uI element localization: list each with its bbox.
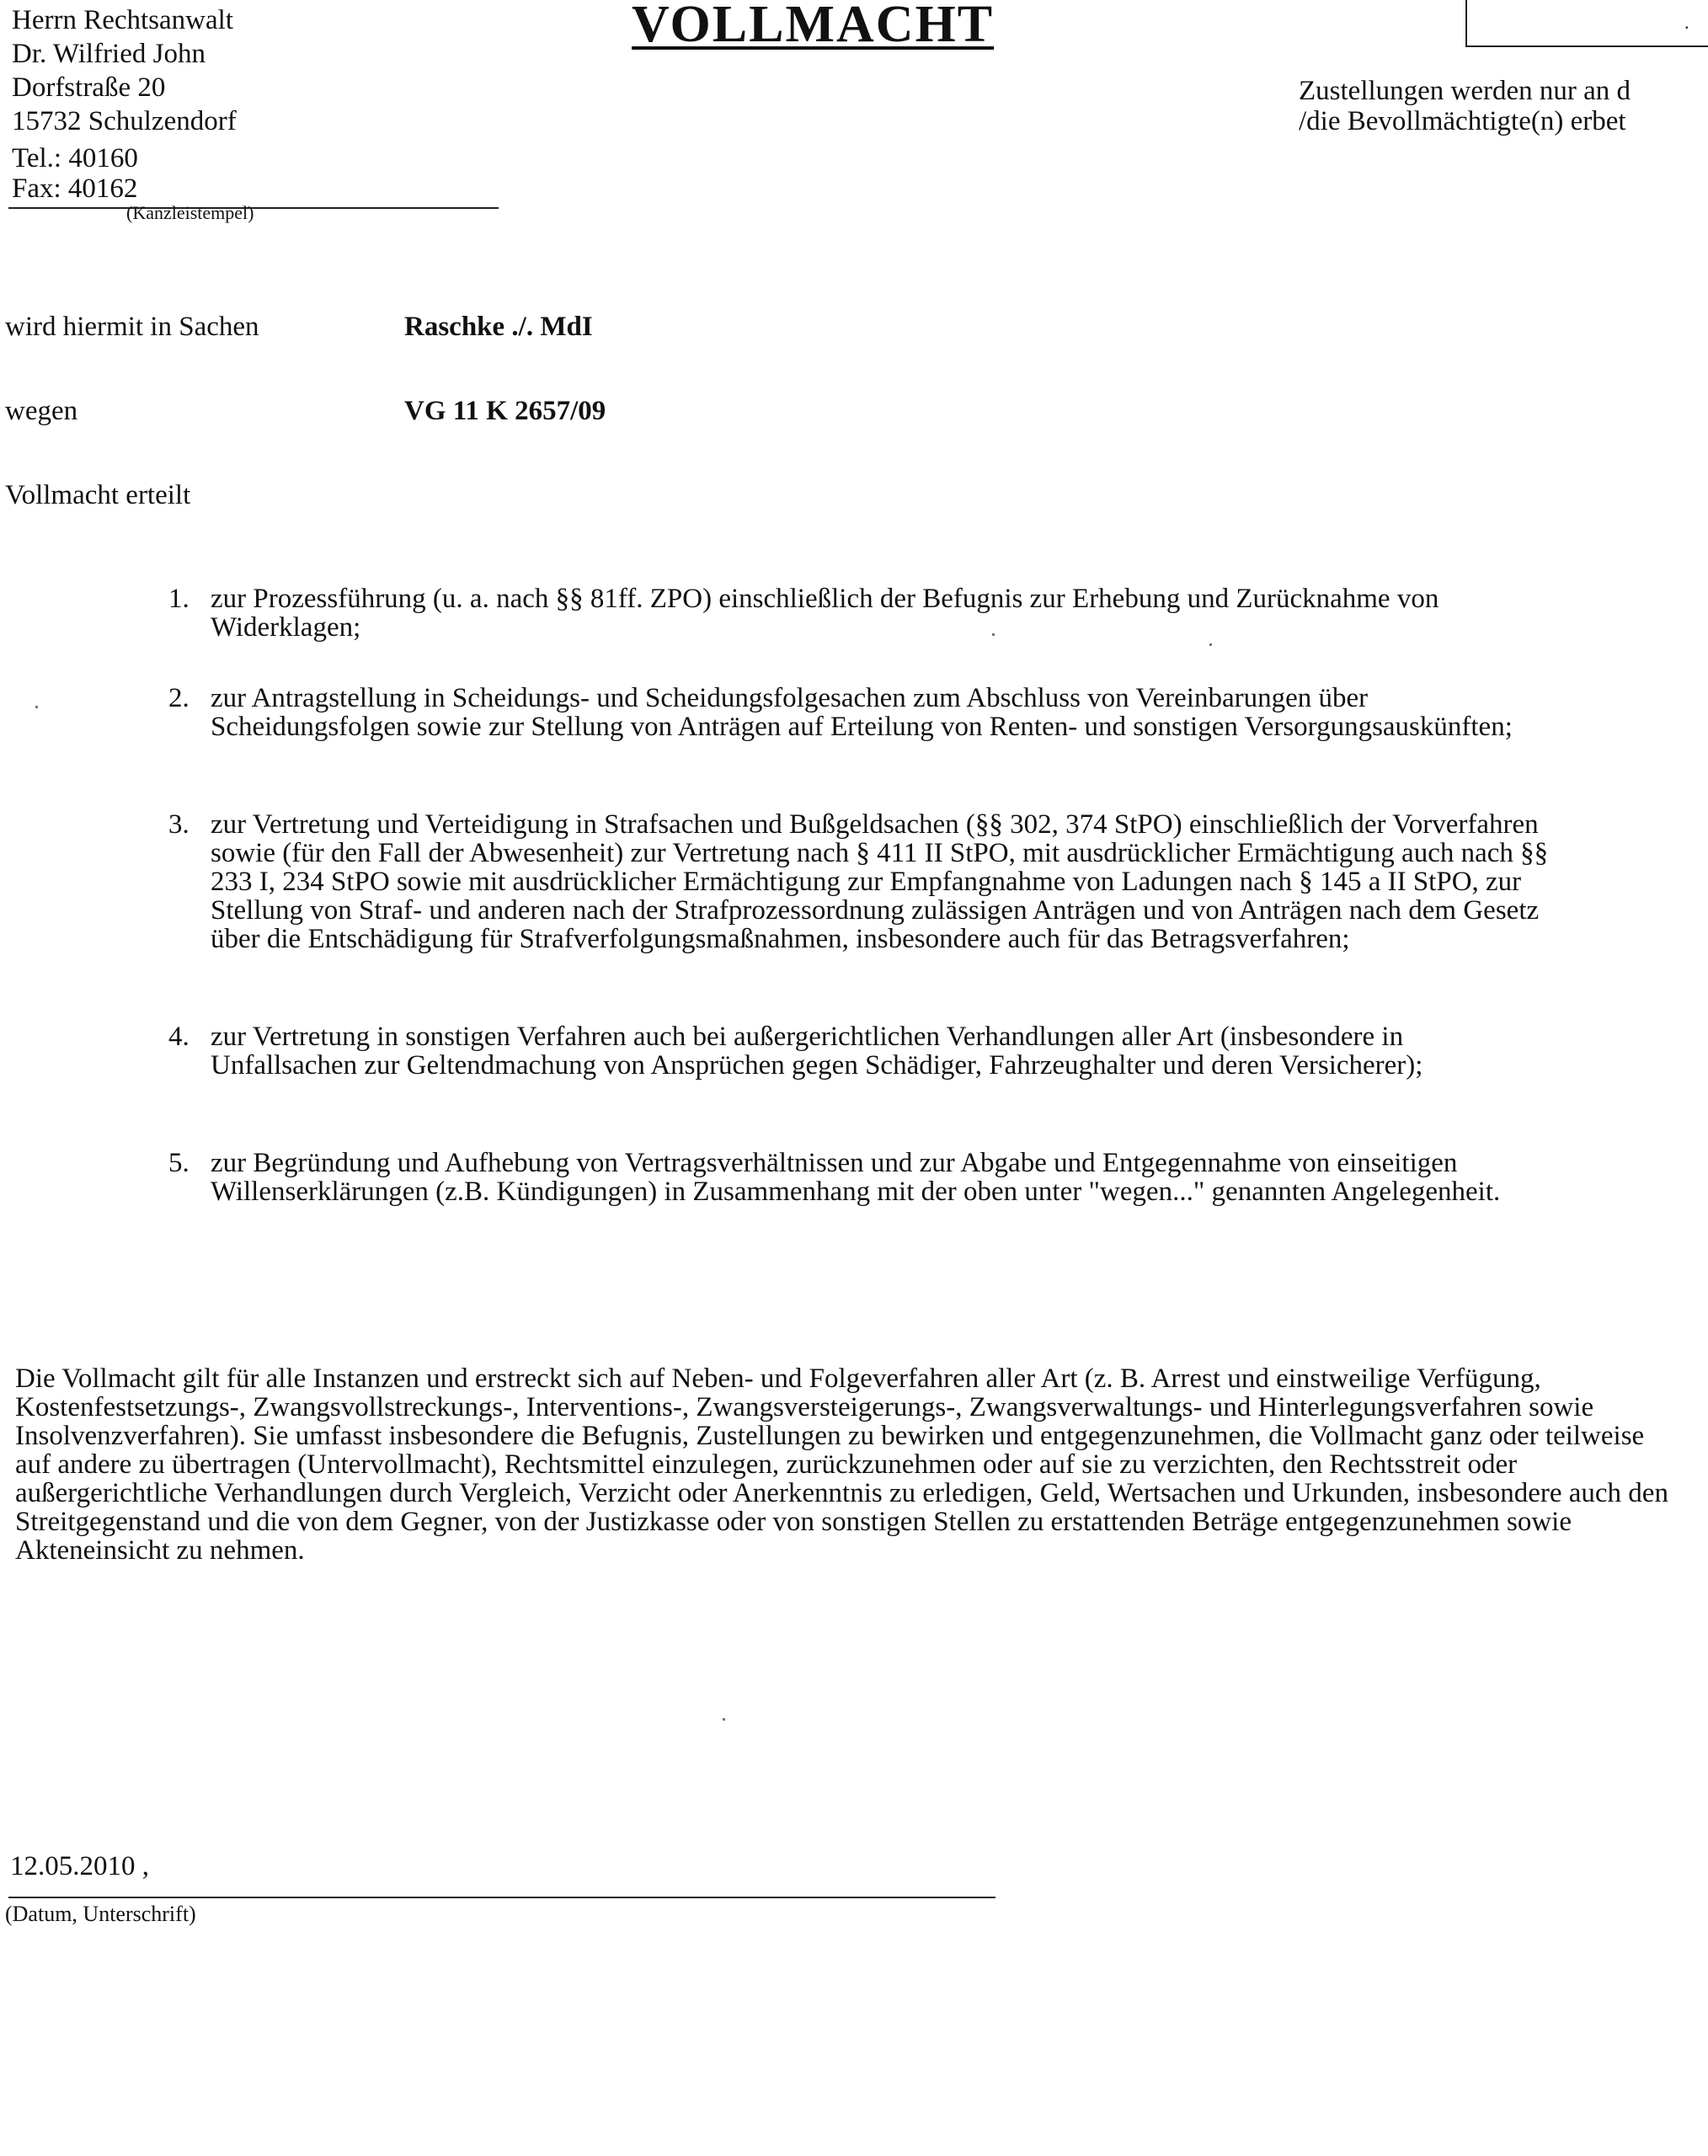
item-text: zur Prozessführung (u. a. nach §§ 81ff. ZPO) einschließlich der Befugnis zur Erhebung und Zurücknahme von Widerklagen; bbox=[211, 584, 1439, 643]
letterhead-line: Fax: 40162 bbox=[12, 173, 138, 204]
stamp-label: (Kanzleistempel) bbox=[126, 202, 254, 223]
item-number: 5. bbox=[168, 1148, 189, 1178]
letterhead-line: Dorfstraße 20 bbox=[12, 72, 166, 103]
wegen-value: VG 11 K 2657/09 bbox=[404, 396, 606, 426]
list-item bbox=[168, 1149, 1550, 1206]
letterhead bbox=[12, 3, 237, 204]
item-text: zur Begründung und Aufhebung von Vertragsverhältnissen und zur Abgabe und Entgegennahme von einseitigen Willenserklärungen (z.B. Kündigungen) in Zusammenhang mit der oben unter "wegen..." genannten Angelegenheit. bbox=[211, 1148, 1501, 1207]
item-text: zur Vertretung in sonstigen Verfahren auch bei außergerichtlichen Verhandlungen aller Art (insbesondere in Unfallsachen zur Geltendmachung von Ansprüchen gegen Schädiger, Fahrzeughalter und deren Versicherer); bbox=[211, 1022, 1423, 1081]
reference-box-mark: . bbox=[1684, 12, 1689, 33]
item-text: zur Antragstellung in Scheidungs- und Scheidungsfolgesachen zum Abschluss von Vereinbarungen über Scheidungsfolgen sowie zur Stellung von Anträgen auf Erteilung von Renten- und sonstigen Versorgungsauskünften; bbox=[211, 683, 1513, 742]
signature-label: (Datum, Unterschrift) bbox=[5, 1902, 196, 1926]
scan-speck bbox=[992, 633, 995, 636]
powers-list bbox=[168, 584, 1550, 1248]
item-number: 4. bbox=[168, 1022, 189, 1052]
sachen-label: wird hiermit in Sachen bbox=[5, 312, 259, 342]
general-scope-paragraph: Die Vollmacht gilt für alle Instanzen und erstreckt sich auf Neben- und Folgeverfahren aller Art (z. B. Arrest und einstweilige Verfügung, Kostenfestsetzungs-, Zwangsvollstreckungs-, Interventions-, Zwangsversteigerungs-, Zwangsverwaltungs- und Hinterlegungsverfahren sowie Insolvenzverfahren). Sie umfasst insbesondere die Befugnis, Zustellungen zu bewirken und entgegenzunehmen, die Vollmacht ganz oder teilweise auf andere zu übertragen (Untervollmacht), Rechtsmittel einzulegen, zurückzunehmen oder auf sie zu verzichten, den Rechtsstreit oder außergerichtliche Verhandlungen durch Vergleich, Verzicht oder Anerkenntnis zu erledigen, Geld, Wertsachen und Urkunden, insbesondere auch den Streitgegenstand und die von dem Gegner, von der Justizkasse oder von sonstigen Stellen zu erstattenden Beträge entgegenzunehmen sowie Akteneinsicht zu nehmen. bbox=[15, 1364, 1668, 1566]
letterhead-line: Herrn Rechtsanwalt bbox=[12, 5, 233, 35]
sachen-value: Raschke ./. MdI bbox=[404, 312, 593, 342]
delivery-notice bbox=[1299, 76, 1631, 136]
letterhead-line: Tel.: 40160 bbox=[12, 143, 138, 173]
scan-speck bbox=[723, 1718, 725, 1721]
delivery-notice-line: /die Bevollmächtigte(n) erbet bbox=[1299, 106, 1626, 136]
delivery-notice-line: Zustellungen werden nur an d bbox=[1299, 76, 1631, 106]
list-item bbox=[168, 810, 1550, 953]
scan-speck bbox=[1209, 643, 1212, 646]
wegen-label: wegen bbox=[5, 396, 78, 426]
vollmacht-erteilt: Vollmacht erteilt bbox=[5, 480, 191, 510]
scan-speck bbox=[35, 706, 38, 708]
letterhead-line: Dr. Wilfried John bbox=[12, 39, 205, 69]
reference-box bbox=[1465, 0, 1708, 47]
item-number: 2. bbox=[168, 683, 189, 713]
signature-date: 12.05.2010 , bbox=[10, 1851, 149, 1881]
item-number: 1. bbox=[168, 584, 189, 614]
signature-line bbox=[8, 1897, 995, 1898]
item-number: 3. bbox=[168, 809, 189, 840]
list-item bbox=[168, 584, 1550, 642]
list-item bbox=[168, 684, 1550, 741]
letterhead-line: 15732 Schulzendorf bbox=[12, 106, 237, 136]
document-title: VOLLMACHT bbox=[632, 0, 995, 53]
list-item bbox=[168, 1022, 1550, 1080]
item-text: zur Vertretung und Verteidigung in Strafsachen und Bußgeldsachen (§§ 302, 374 StPO) einschließlich der Vorverfahren sowie (für den Fall der Abwesenheit) zur Vertretung nach § 411 II StPO, mit ausdrücklicher Ermächtigung auch nach §§ 233 I, 234 StPO sowie mit ausdrücklicher Ermächtigung zur Empfangnahme von Ladungen nach § 145 a II StPO, zur Stellung von Straf- und anderen nach der Strafprozessordnung zulässigen Anträgen und von Anträgen nach dem Gesetz über die Entschädigung für Strafverfolgungsmaßnahmen, insbesondere auch für das Betragsverfahren; bbox=[211, 809, 1549, 954]
